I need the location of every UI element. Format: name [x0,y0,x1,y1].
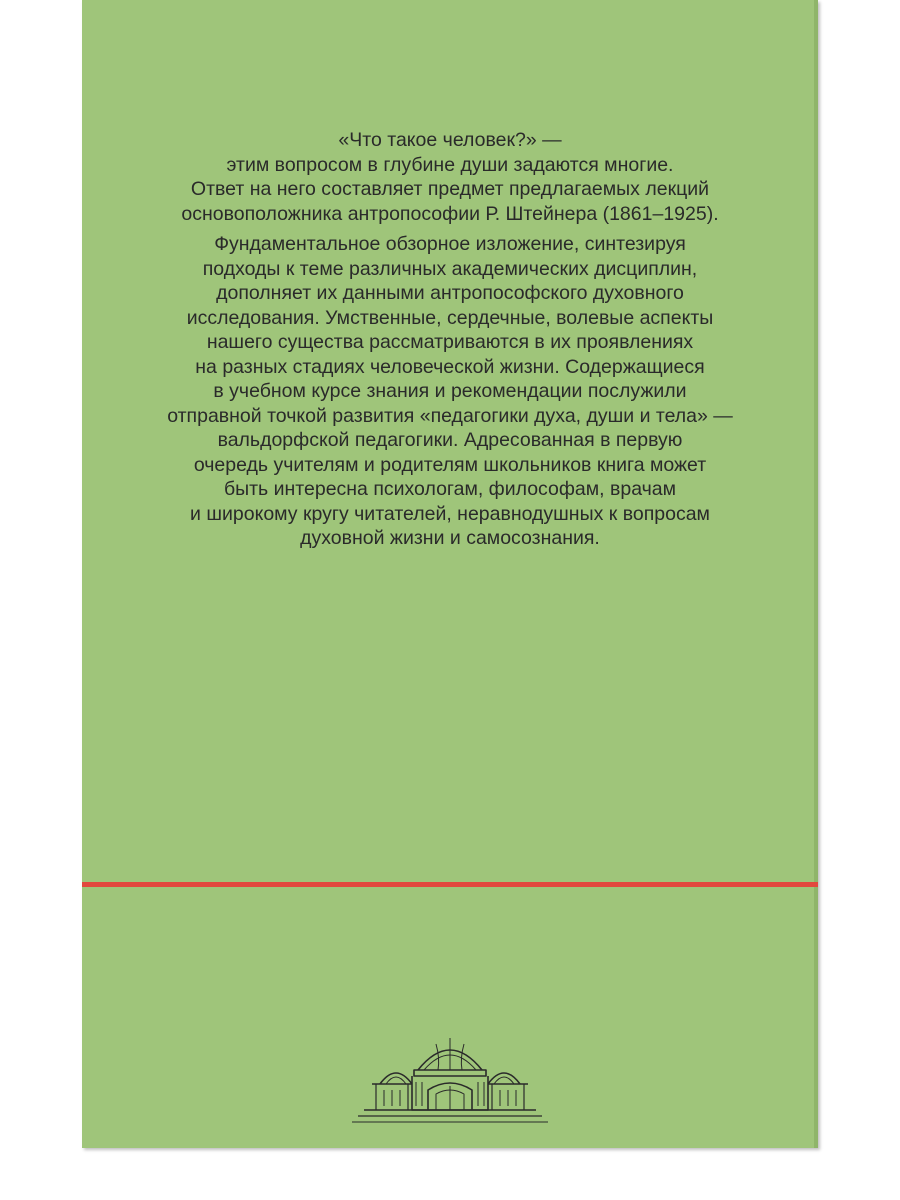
blurb-line: основоположника антропософии Р. Штейнера (1861–1925). [181,202,719,225]
blurb-line: Фундаментальное обзорное изложение, синтезируя [214,233,686,255]
blurb-paragraph-2 [122,232,778,551]
blurb-line: исследования. Умственные, сердечные, волевые аспекты [186,306,714,329]
blurb-line: этим вопросом в глубине души задаются многие. [226,153,674,176]
blurb-line: нашего существа рассматриваются в их проявлениях [206,331,694,353]
blurb-line: вальдорфской педагогики. Адресованная в первую [217,429,683,451]
blurb-line: быть интересна психологам, философам, врачам [223,478,677,500]
blurb-line: и широкому кругу читателей, неравнодушных к вопросам [190,502,710,525]
blurb-line: дополняет их данными антропософского духовного [216,282,684,304]
blurb-line: в учебном курсе знания и рекомендации послужили [213,380,687,402]
blurb-line: духовной жизни и самосознания. [300,527,600,549]
domed-building-icon [350,1020,550,1124]
blurb-line: отправной точкой развития «педагогики духа, души и тела» — [167,404,733,427]
blurb-line: «Что такое человек?» — [338,129,562,151]
cover-blurb [122,128,778,551]
blurb-line: Ответ на него составляет предмет предлагаемых лекций [190,178,710,200]
book-back-cover [82,0,818,1148]
blurb-line: на разных стадиях человеческой жизни. Содержащиеся [195,355,705,378]
blurb-paragraph-1 [122,128,778,226]
blurb-line: очередь учителям и родителям школьников книга может [193,453,707,476]
cover-edge [814,0,818,1148]
red-divider [82,882,818,887]
blurb-line: подходы к теме различных академических дисциплин, [202,257,698,280]
